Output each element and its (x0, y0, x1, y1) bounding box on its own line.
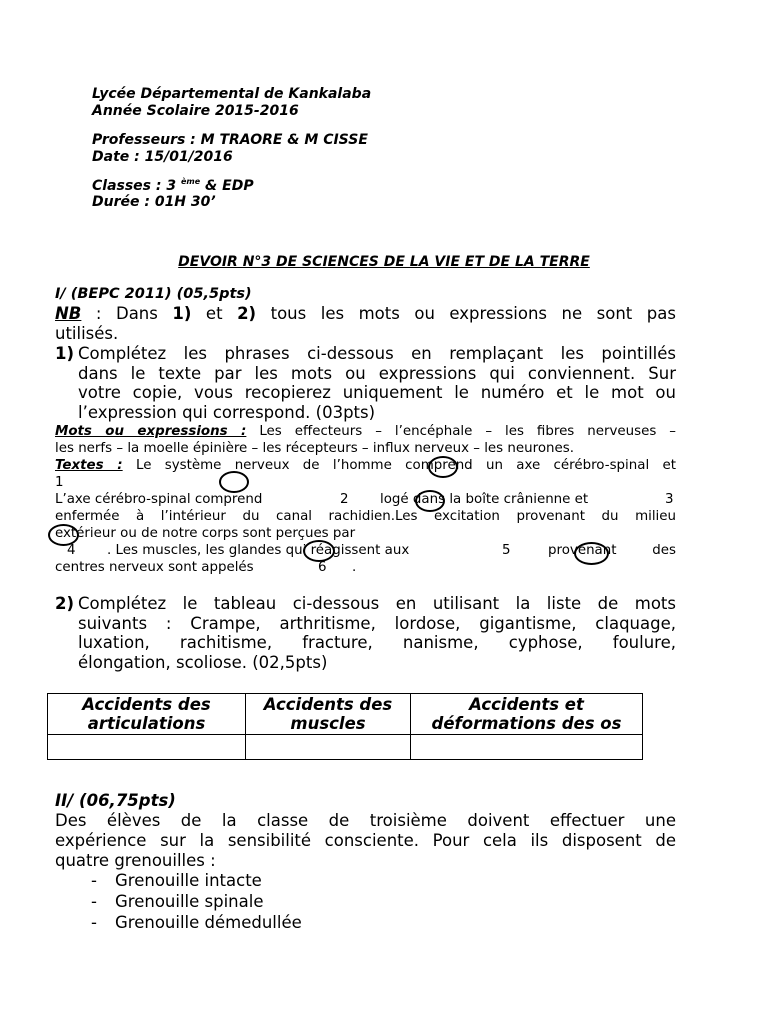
text-line5: extérieur ou de notre corps sont perçues par (55, 526, 356, 541)
annotation-circle (415, 490, 445, 512)
table-header (411, 694, 643, 735)
text-line7: centres nerveux sont appelés (55, 560, 254, 575)
list-bullet: - (91, 871, 97, 890)
school-year: Année Scolaire 2015-2016 (92, 103, 299, 119)
words-line1 (55, 423, 676, 440)
table-cell (48, 735, 246, 760)
table-header (48, 694, 246, 735)
part2-line: quatre grenouilles : (55, 851, 216, 870)
classes-text-2: & EDP (200, 178, 254, 194)
table-header (246, 694, 411, 735)
q1-line: votre copie, vous recopierez uniquement le numéro et le mot ou (78, 383, 676, 402)
q2-number: 2) (55, 594, 75, 613)
part1-heading: I/ (BEPC 2011) (05,5pts) (55, 286, 252, 302)
annotation-circle (219, 471, 249, 493)
exam-date: Date : 15/01/2016 (92, 149, 233, 165)
q2-line: Complétez le tableau ci-dessous en utilisant la liste de mots (78, 594, 676, 613)
words-line2: les nerfs – la moelle épinière – les récepteurs – influx nerveux – les neurones. (55, 441, 574, 456)
header-line: Accidents et (469, 695, 584, 714)
header-line: articulations (87, 714, 206, 733)
list-bullet: - (91, 892, 97, 911)
nb-line1 (55, 304, 676, 324)
teachers: Professeurs : M TRAORE & M CISSE (92, 132, 368, 148)
header-line: déformations des os (431, 714, 622, 733)
nb-ref-1: 1) (172, 304, 192, 323)
table-cell (411, 735, 643, 760)
text-line6-a: . Les muscles, les glandes qui réagissent aux (107, 543, 410, 558)
words-label: Mots ou expressions : (55, 424, 247, 439)
texts-label: Textes : (55, 458, 123, 473)
text-line1 (55, 457, 676, 474)
q1-line: l’expression qui correspond. (03pts) (78, 403, 376, 422)
text-line6-b: provenant des (548, 543, 676, 558)
blank-number: 5 (502, 543, 511, 558)
list-item: Grenouille démedullée (115, 913, 302, 932)
header-line: Accidents des (82, 695, 211, 714)
accidents-table (47, 693, 643, 760)
duration: Durée : 01H 30’ (92, 194, 216, 210)
table-row (48, 735, 643, 760)
text-line3-b: logé dans la boîte crânienne et (380, 492, 589, 507)
text-line4: enfermée à l’intérieur du canal rachidien.Les excitation provenant du milieu (55, 509, 676, 524)
blank-number: 2 (340, 492, 349, 507)
nb-text-et: et (191, 304, 238, 323)
annotation-circle (48, 524, 79, 546)
blank-number: 3 (665, 492, 674, 507)
q1-line: dans le texte par les mots ou expressions qui conviennent. Sur (78, 364, 676, 383)
header-line: muscles (290, 714, 366, 733)
classes-text: Classes : 3 (92, 178, 181, 194)
text-line7-end: . (352, 560, 357, 575)
part2-line: Des élèves de la classe de troisième doivent effectuer une (55, 811, 676, 830)
page-title: DEVOIR N°3 DE SCIENCES DE LA VIE ET DE LA TERRE (178, 254, 590, 270)
list-item: Grenouille intacte (115, 871, 262, 890)
annotation-circle (428, 456, 458, 478)
list-item: Grenouille spinale (115, 892, 264, 911)
classes-sup: ème (180, 177, 201, 186)
text-line3-a: L’axe cérébro-spinal comprend (55, 492, 263, 507)
text-content: Le système nerveux de l’homme comprend un axe cérébro-spinal et (122, 458, 676, 473)
list-bullet: - (91, 913, 97, 932)
school-name: Lycée Départemental de Kankalaba (92, 86, 372, 102)
q1-line: Complétez les phrases ci-dessous en remplaçant les pointillés (78, 344, 676, 363)
header-line: Accidents des (263, 695, 393, 714)
q1-number: 1) (55, 344, 75, 363)
table-cell (246, 735, 411, 760)
blank-number: 4 (67, 543, 76, 558)
table-header-row (48, 694, 643, 735)
nb-text: : Dans (81, 304, 173, 323)
q2-line: suivants : Crampe, arthritisme, lordose, gigantisme, claquage, (78, 614, 676, 633)
words-text: Les effecteurs – l’encéphale – les fibres nerveuses – (246, 424, 676, 439)
q2-line: élongation, scoliose. (02,5pts) (78, 653, 328, 672)
nb-label: NB (55, 304, 82, 323)
part2-heading: II/ (06,75pts) (55, 791, 176, 810)
blank-number: 6 (318, 560, 327, 575)
classes (92, 177, 254, 194)
q2-line: luxation, rachitisme, fracture, nanisme, cyphose, foulure, (78, 633, 676, 652)
nb-line2: utilisés. (55, 324, 119, 343)
annotation-circle (303, 540, 335, 562)
nb-ref-2: 2) (237, 304, 257, 323)
annotation-circle (574, 542, 609, 565)
text-line2: 1 (55, 475, 64, 490)
part2-line: expérience sur la sensibilité consciente. Pour cela ils disposent de (55, 831, 676, 850)
nb-text-rest: tous les mots ou expressions ne sont pas (256, 304, 676, 323)
